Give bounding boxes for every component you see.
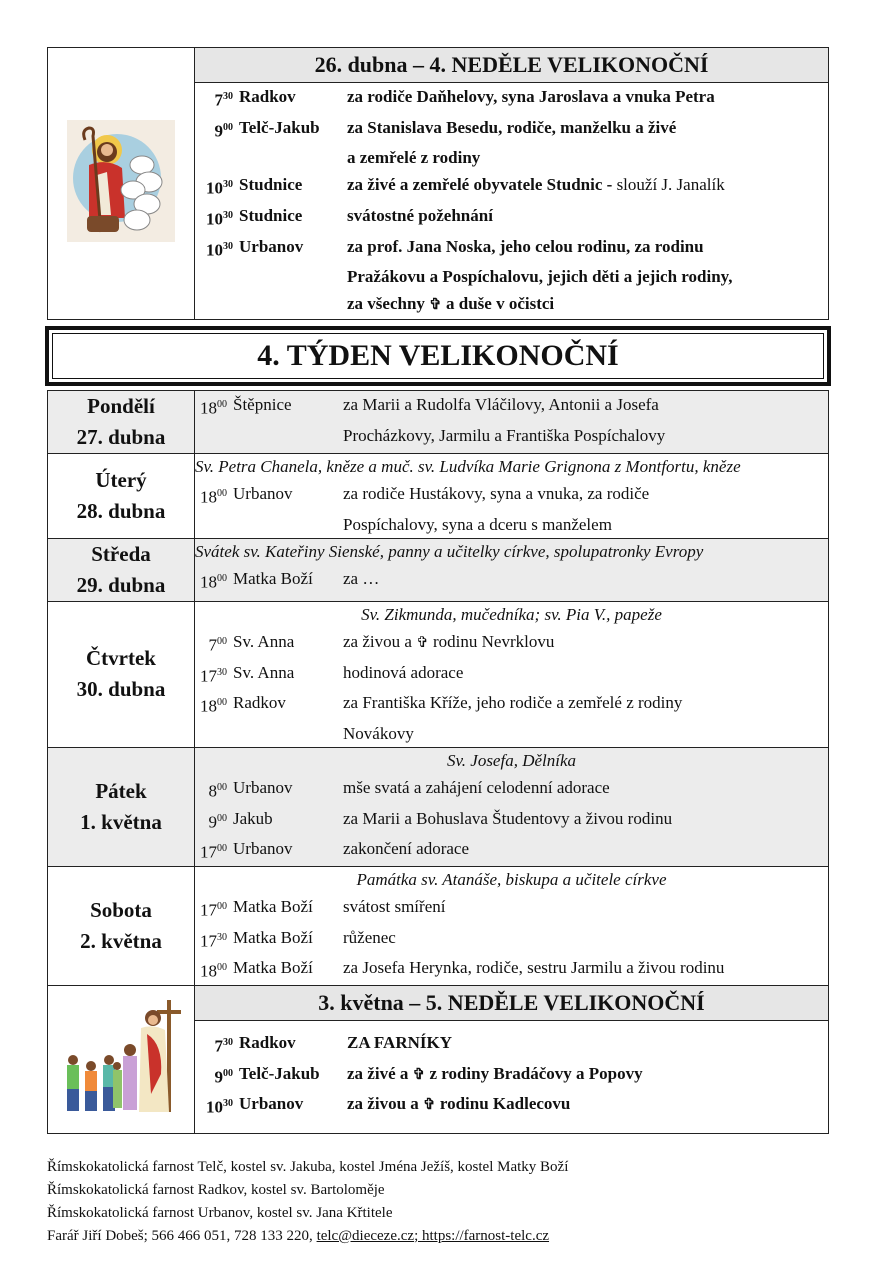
mass-time: $17^{30}$ (200, 666, 227, 686)
mass-entry (195, 202, 828, 233)
day-masses (195, 747, 829, 866)
mass-time: $7^{00}$ (208, 635, 227, 655)
separator: ; (414, 1227, 422, 1244)
mass-intention: za Františka Kříže, jeho rodiče a zemřelé z rodiny (343, 693, 683, 713)
mass-time: $17^{00}$ (200, 842, 227, 862)
mass-entry (195, 233, 828, 264)
cross-icon: ✞ (423, 1097, 436, 1114)
mass-entry (195, 805, 828, 836)
mass-entry (195, 659, 828, 690)
day-masses (195, 454, 829, 539)
sunday-2-masses (195, 1020, 829, 1133)
mass-intention: mše svatá a zahájení celodenní adorace (343, 777, 610, 797)
mass-intention: za Josefa Herynka, rodiče, sestru Jarmilu a živou rodinu (343, 958, 725, 978)
mass-place: Matka Boží (233, 927, 313, 947)
feast-title: Sv. Zikmunda, mučedníka; sv. Pia V., papeže (361, 604, 662, 624)
feast-title: Památka sv. Atanáše, biskupa a učitele církve (356, 869, 667, 889)
day-label: Pondělí 27. dubna (48, 391, 195, 454)
mass-time: $18^{00}$ (200, 487, 227, 507)
mass-place: Sv. Anna (233, 631, 295, 651)
mass-entry (195, 893, 828, 924)
mass-time: $17^{00}$ (200, 900, 227, 920)
mass-intention: za rodiče Hustákovy, syna a vnuka, za rodiče (343, 484, 650, 504)
parish-footer (47, 1156, 876, 1248)
mass-time: $7^{30}$ (214, 1036, 233, 1056)
sunday-2-table (47, 985, 829, 1134)
mass-intention: za živou a ✞ rodinu Nevrklovu (343, 631, 555, 651)
mass-place: Sv. Anna (233, 662, 295, 682)
mass-time: $18^{00}$ (200, 961, 227, 981)
mass-time: $10^{30}$ (206, 1097, 233, 1117)
mass-place: Urbanov (239, 236, 304, 256)
mass-place: Štěpnice (233, 395, 292, 415)
mass-entry (195, 689, 828, 720)
mass-time: $17^{30}$ (200, 931, 227, 951)
mass-intention: zakončení adorace (343, 839, 469, 859)
email-link[interactable]: telc@dieceze.cz (316, 1227, 415, 1244)
mass-time: $9^{00}$ (214, 1067, 233, 1087)
mass-place: Radkov (233, 693, 286, 713)
mass-place: Telč-Jakub (239, 1063, 320, 1083)
mass-place: Studnice (239, 175, 303, 195)
mass-entry (195, 835, 828, 866)
mass-intention: za živou a ✞ rodinu Kadlecovu (347, 1094, 571, 1114)
day-row-friday (48, 747, 829, 866)
day-masses (195, 391, 829, 454)
mass-entry (195, 391, 828, 422)
mass-time: $9^{00}$ (214, 121, 233, 141)
mass-place: Urbanov (239, 1094, 304, 1114)
mass-time: $10^{30}$ (206, 240, 233, 260)
mass-entry (195, 565, 828, 596)
mass-place: Matka Boží (233, 896, 313, 916)
mass-time: $18^{00}$ (200, 696, 227, 716)
mass-place: Telč-Jakub (239, 117, 320, 137)
mass-intention-continued: za všechny ✞ a duše v očistci (347, 294, 555, 314)
feast-title: Sv. Petra Chanela, kněze a muč. sv. Ludvíka Marie Grignona z Montfortu, kněze (195, 457, 741, 477)
mass-intention: svátost smíření (343, 896, 446, 916)
mass-intention: hodinová adorace (343, 662, 464, 682)
mass-place: Matka Boží (233, 958, 313, 978)
sunday-1-masses (195, 83, 829, 320)
mass-place: Jakub (233, 808, 273, 828)
mass-entry (195, 114, 828, 145)
day-row-thursday (48, 601, 829, 747)
mass-intention: za živé a ✞ z rodiny Bradáčovy a Popovy (347, 1063, 643, 1083)
day-label: Sobota 2. května (48, 866, 195, 985)
mass-time: $9^{00}$ (208, 812, 227, 832)
mass-entry (195, 480, 828, 511)
week-banner (45, 326, 831, 386)
mass-place: Radkov (239, 87, 296, 106)
mass-intention: za Marii a Bohuslava Študentovy a živou rodinu (343, 808, 673, 828)
website-link[interactable]: https://farnost-telc.cz (421, 1227, 550, 1244)
footer-line-radkov: Římskokatolická farnost Radkov, kostel sv. Bartoloměje (47, 1181, 385, 1198)
mass-intention: za rodiče Daňhelovy, syna Jaroslava a vnuka Petra (347, 87, 715, 106)
mass-intention: za živé a zemřelé obyvatele Studnic - slouží J. Janalík (347, 175, 725, 195)
day-masses (195, 601, 829, 747)
day-label: Úterý 28. dubna (48, 454, 195, 539)
contact-text: Farář Jiří Dobeš; 566 466 051, 728 133 220, (47, 1227, 317, 1244)
mass-time: $18^{00}$ (200, 398, 227, 418)
sunday-1-image-cell (48, 48, 195, 320)
mass-entry (195, 83, 828, 114)
footer-line-urbanov: Římskokatolická farnost Urbanov, kostel sv. Jana Křtitele (47, 1204, 393, 1221)
feast-title: Sv. Josefa, Dělníka (446, 750, 577, 770)
day-row-wednesday (48, 538, 829, 601)
mass-entry (195, 924, 828, 955)
mass-intention: za Marii a Rudolfa Vláčilovy, Antonii a Josefa (343, 395, 659, 415)
feast-title: Svátek sv. Kateřiny Sienské, panny a učitelky církve, spolupatronky Evropy (195, 541, 704, 561)
mass-intention: růženec (343, 927, 396, 947)
mass-entry (195, 1060, 828, 1091)
good-shepherd-illustration-icon (67, 120, 175, 242)
mass-intention-continued: Novákovy (343, 723, 414, 743)
sunday-2-image-cell (48, 985, 195, 1133)
mass-entry (195, 1090, 828, 1121)
mass-time: $18^{00}$ (200, 572, 227, 592)
mass-place: Radkov (239, 1032, 296, 1052)
mass-place: Urbanov (233, 777, 293, 797)
day-row-monday (48, 391, 829, 454)
mass-time: $10^{30}$ (206, 178, 233, 198)
mass-intention-continued: a zemřelé z rodiny (347, 148, 481, 168)
mass-intention-continued: Pospíchalovy, syna a dceru s manželem (343, 514, 612, 534)
mass-entry (195, 954, 828, 985)
mass-intention: za prof. Jana Noska, jeho celou rodinu, za rodinu (347, 236, 704, 256)
day-label: Čtvrtek 30. dubna (48, 601, 195, 747)
mass-intention: za … (343, 568, 380, 588)
footer-contact (47, 1225, 876, 1248)
day-row-saturday (48, 866, 829, 985)
mass-intention-continued: Pražákovu a Pospíchalovu, jejich děti a jejich rodiny, (347, 267, 733, 287)
mass-time: $7^{30}$ (214, 90, 233, 110)
mass-entry (195, 774, 828, 805)
mass-place: Urbanov (233, 839, 293, 859)
mass-note: slouží J. Janalík (616, 175, 725, 195)
mass-place: Matka Boží (233, 568, 313, 588)
day-label: Středa 29. dubna (48, 538, 195, 601)
weekday-table (47, 390, 829, 986)
cross-icon: ✞ (412, 1066, 426, 1083)
mass-intention-continued: Procházkovy, Jarmilu a Františka Pospíchalovy (343, 425, 666, 445)
sunday-1-title: 26. dubna – 4. NEDĚLE VELIKONOČNÍ (195, 48, 829, 83)
mass-entry (195, 628, 828, 659)
day-masses (195, 866, 829, 985)
mass-entry (195, 171, 828, 202)
mass-intention: ZA FARNÍKY (347, 1032, 452, 1052)
day-row-tuesday (48, 454, 829, 539)
mass-time: $10^{30}$ (206, 209, 233, 229)
cross-icon: ✞ (416, 634, 429, 651)
cross-icon: ✞ (429, 297, 442, 314)
jesus-with-children-illustration-icon (55, 994, 187, 1119)
mass-intention: za Stanislava Besedu, rodiče, manželku a živé (347, 117, 677, 137)
mass-entry (195, 1029, 828, 1060)
mass-place: Studnice (239, 205, 303, 225)
mass-intention: svátostné požehnání (347, 205, 493, 225)
sunday-1-table (47, 47, 829, 320)
sunday-2-title: 3. května – 5. NEDĚLE VELIKONOČNÍ (195, 985, 829, 1020)
footer-line-telc: Římskokatolická farnost Telč, kostel sv. Jakuba, kostel Jména Ježíš, kostel Matky Boží (47, 1158, 569, 1175)
day-label: Pátek 1. května (48, 747, 195, 866)
week-title: 4. TÝDEN VELIKONOČNÍ (52, 333, 824, 379)
schedule-sheet (47, 47, 829, 1134)
mass-place: Urbanov (233, 484, 293, 504)
day-masses (195, 538, 829, 601)
mass-time: $8^{00}$ (208, 781, 227, 801)
